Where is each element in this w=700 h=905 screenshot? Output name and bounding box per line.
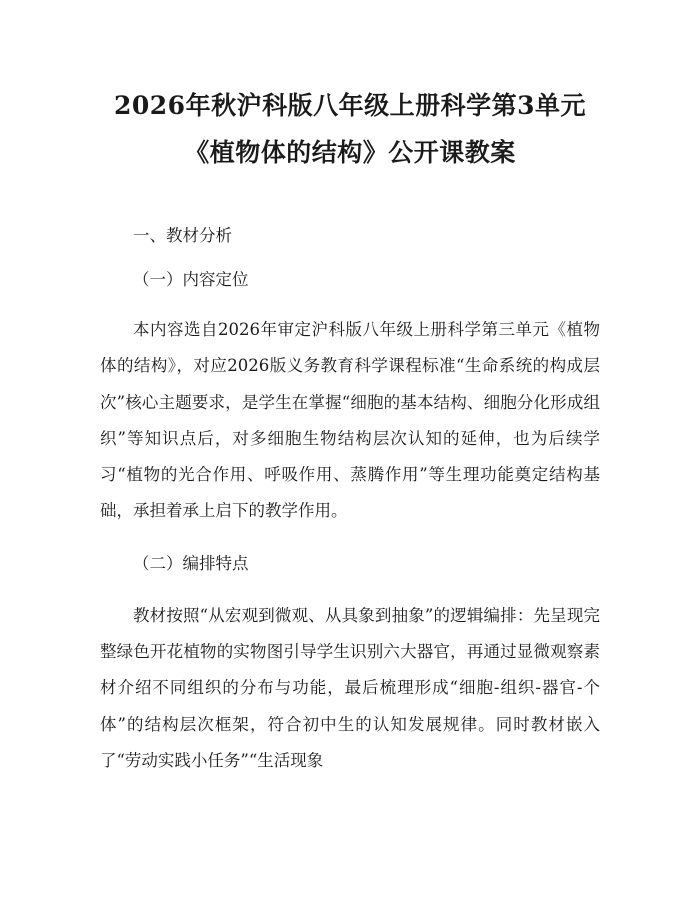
subsection-heading-arrangement-features: （二）编排特点 xyxy=(133,553,249,573)
subsection-heading-content-positioning: （一）内容定位 xyxy=(133,270,249,289)
document-title-line-2: 《植物体的结构》公开课教案 xyxy=(184,138,516,167)
paragraph-content-positioning: 本内容选自2026年审定沪科版八年级上册科学第三单元《植物体的结构》，对应2026版义务教育科学课程标准“生命系统的构成层次”核心主题要求，是学生在掌握“细胞的基本结构、细胞分化形成组织”等知识点后，对多细胞生物结构层次认知的延伸，也为后续学习“植物的光合作用、呼吸作用、蒸腾作用”等生理功能奠定结构基础，承担着承上启下的教学作用。 xyxy=(100,320,600,521)
document-title-line-1: 2026年秋沪科版八年级上册科学第3单元 xyxy=(114,91,586,120)
paragraph-arrangement-features: 教材按照“从宏观到微观、从具象到抽象”的逻辑编排：先呈现完整绿色开花植物的实物图引导学生识别六大器官，再通过显微观察素材介绍不同组织的分布与功能，最后梳理形成“细胞-组织-器官-个体”的结构层次框架，符合初中生的认知发展规律。同时教材嵌入了“劳动实践小任务”“生活现象 xyxy=(100,605,600,770)
section-heading-teaching-material-analysis: 一、教材分析 xyxy=(133,226,232,245)
